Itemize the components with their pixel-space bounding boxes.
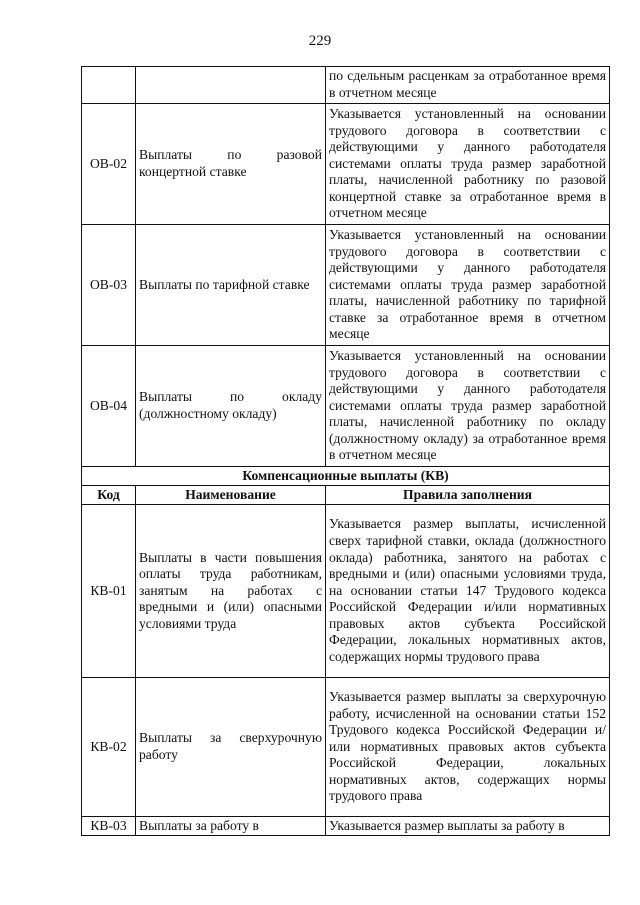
header-code: Код [82,486,136,505]
code-cell: ОВ-04 [82,346,136,467]
name-cell: Выплаты в части повышения оплаты труда работникам, занятым на работах с вредными и (или) опасными условиями труда [136,505,326,678]
table-row [82,67,610,104]
name-cell: Выплаты по окладу (должностному окладу) [136,346,326,467]
section-title: Компенсационные выплаты (КВ) [82,467,610,486]
table-row [82,505,610,678]
rule-cell: Указывается размер выплаты за работу в [326,817,610,836]
name-cell: Выплаты за работу в [136,817,326,836]
code-cell: ОВ-02 [82,104,136,225]
code-cell: КВ-01 [82,505,136,678]
table-row [82,104,610,225]
rule-cell: Указывается установленный на основании трудового договора в соответствии с действующими у данного работодателя системами оплаты труда размер заработной платы, начисленной работнику по окладу (должностному окладу) за отработанное время в отчетном месяце [326,346,610,467]
rule-cell: Указывается размер выплаты, исчисленной сверх тарифной ставки, оклада (должностного оклада) работника, занятого на работах с вредными и (или) опасными условиями труда, на основании статьи 147 Трудового кодекса Российской Федерации и/или нормативных правовых актов субъекта Российской Федерации, локальных нормативных актов, содержащих нормы трудового права [326,505,610,678]
rule-cell: Указывается размер выплаты за сверхурочную работу, исчисленной на основании статьи 152 Трудового кодекса Российской Федерации и/или нормативных правовых актов субъекта Российской Федерации, локальных нормативных актов, содержащих нормы трудового права [326,678,610,817]
section-row [82,467,610,486]
rule-cell: Указывается установленный на основании трудового договора в соответствии с действующими у данного работодателя системами оплаты труда размер заработной платы, начисленной работнику по разовой концертной ставке за отработанное время в отчетном месяце [326,104,610,225]
code-cell: КВ-02 [82,678,136,817]
fill-rules-table [81,66,610,836]
header-row [82,486,610,505]
header-name: Наименование [136,486,326,505]
rule-cell: Указывается установленный на основании трудового договора в соответствии с действующими у данного работодателя системами оплаты труда размер заработной платы, начисленной работнику по тарифной ставке за отработанное время в отчетном месяце [326,225,610,346]
name-cell: Выплаты по тарифной ставке [136,225,326,346]
header-rule: Правила заполнения [326,486,610,505]
table-row [82,225,610,346]
name-cell: Выплаты за сверхурочную работу [136,678,326,817]
code-cell [82,67,136,104]
table-row [82,817,610,836]
rule-cell: по сдельным расценкам за отработанное время в отчетном месяце [326,67,610,104]
table-row [82,346,610,467]
code-cell: ОВ-03 [82,225,136,346]
table-row [82,678,610,817]
page-number: 229 [308,33,332,49]
code-cell: КВ-03 [82,817,136,836]
name-cell [136,67,326,104]
name-cell: Выплаты по разовой концертной ставке [136,104,326,225]
